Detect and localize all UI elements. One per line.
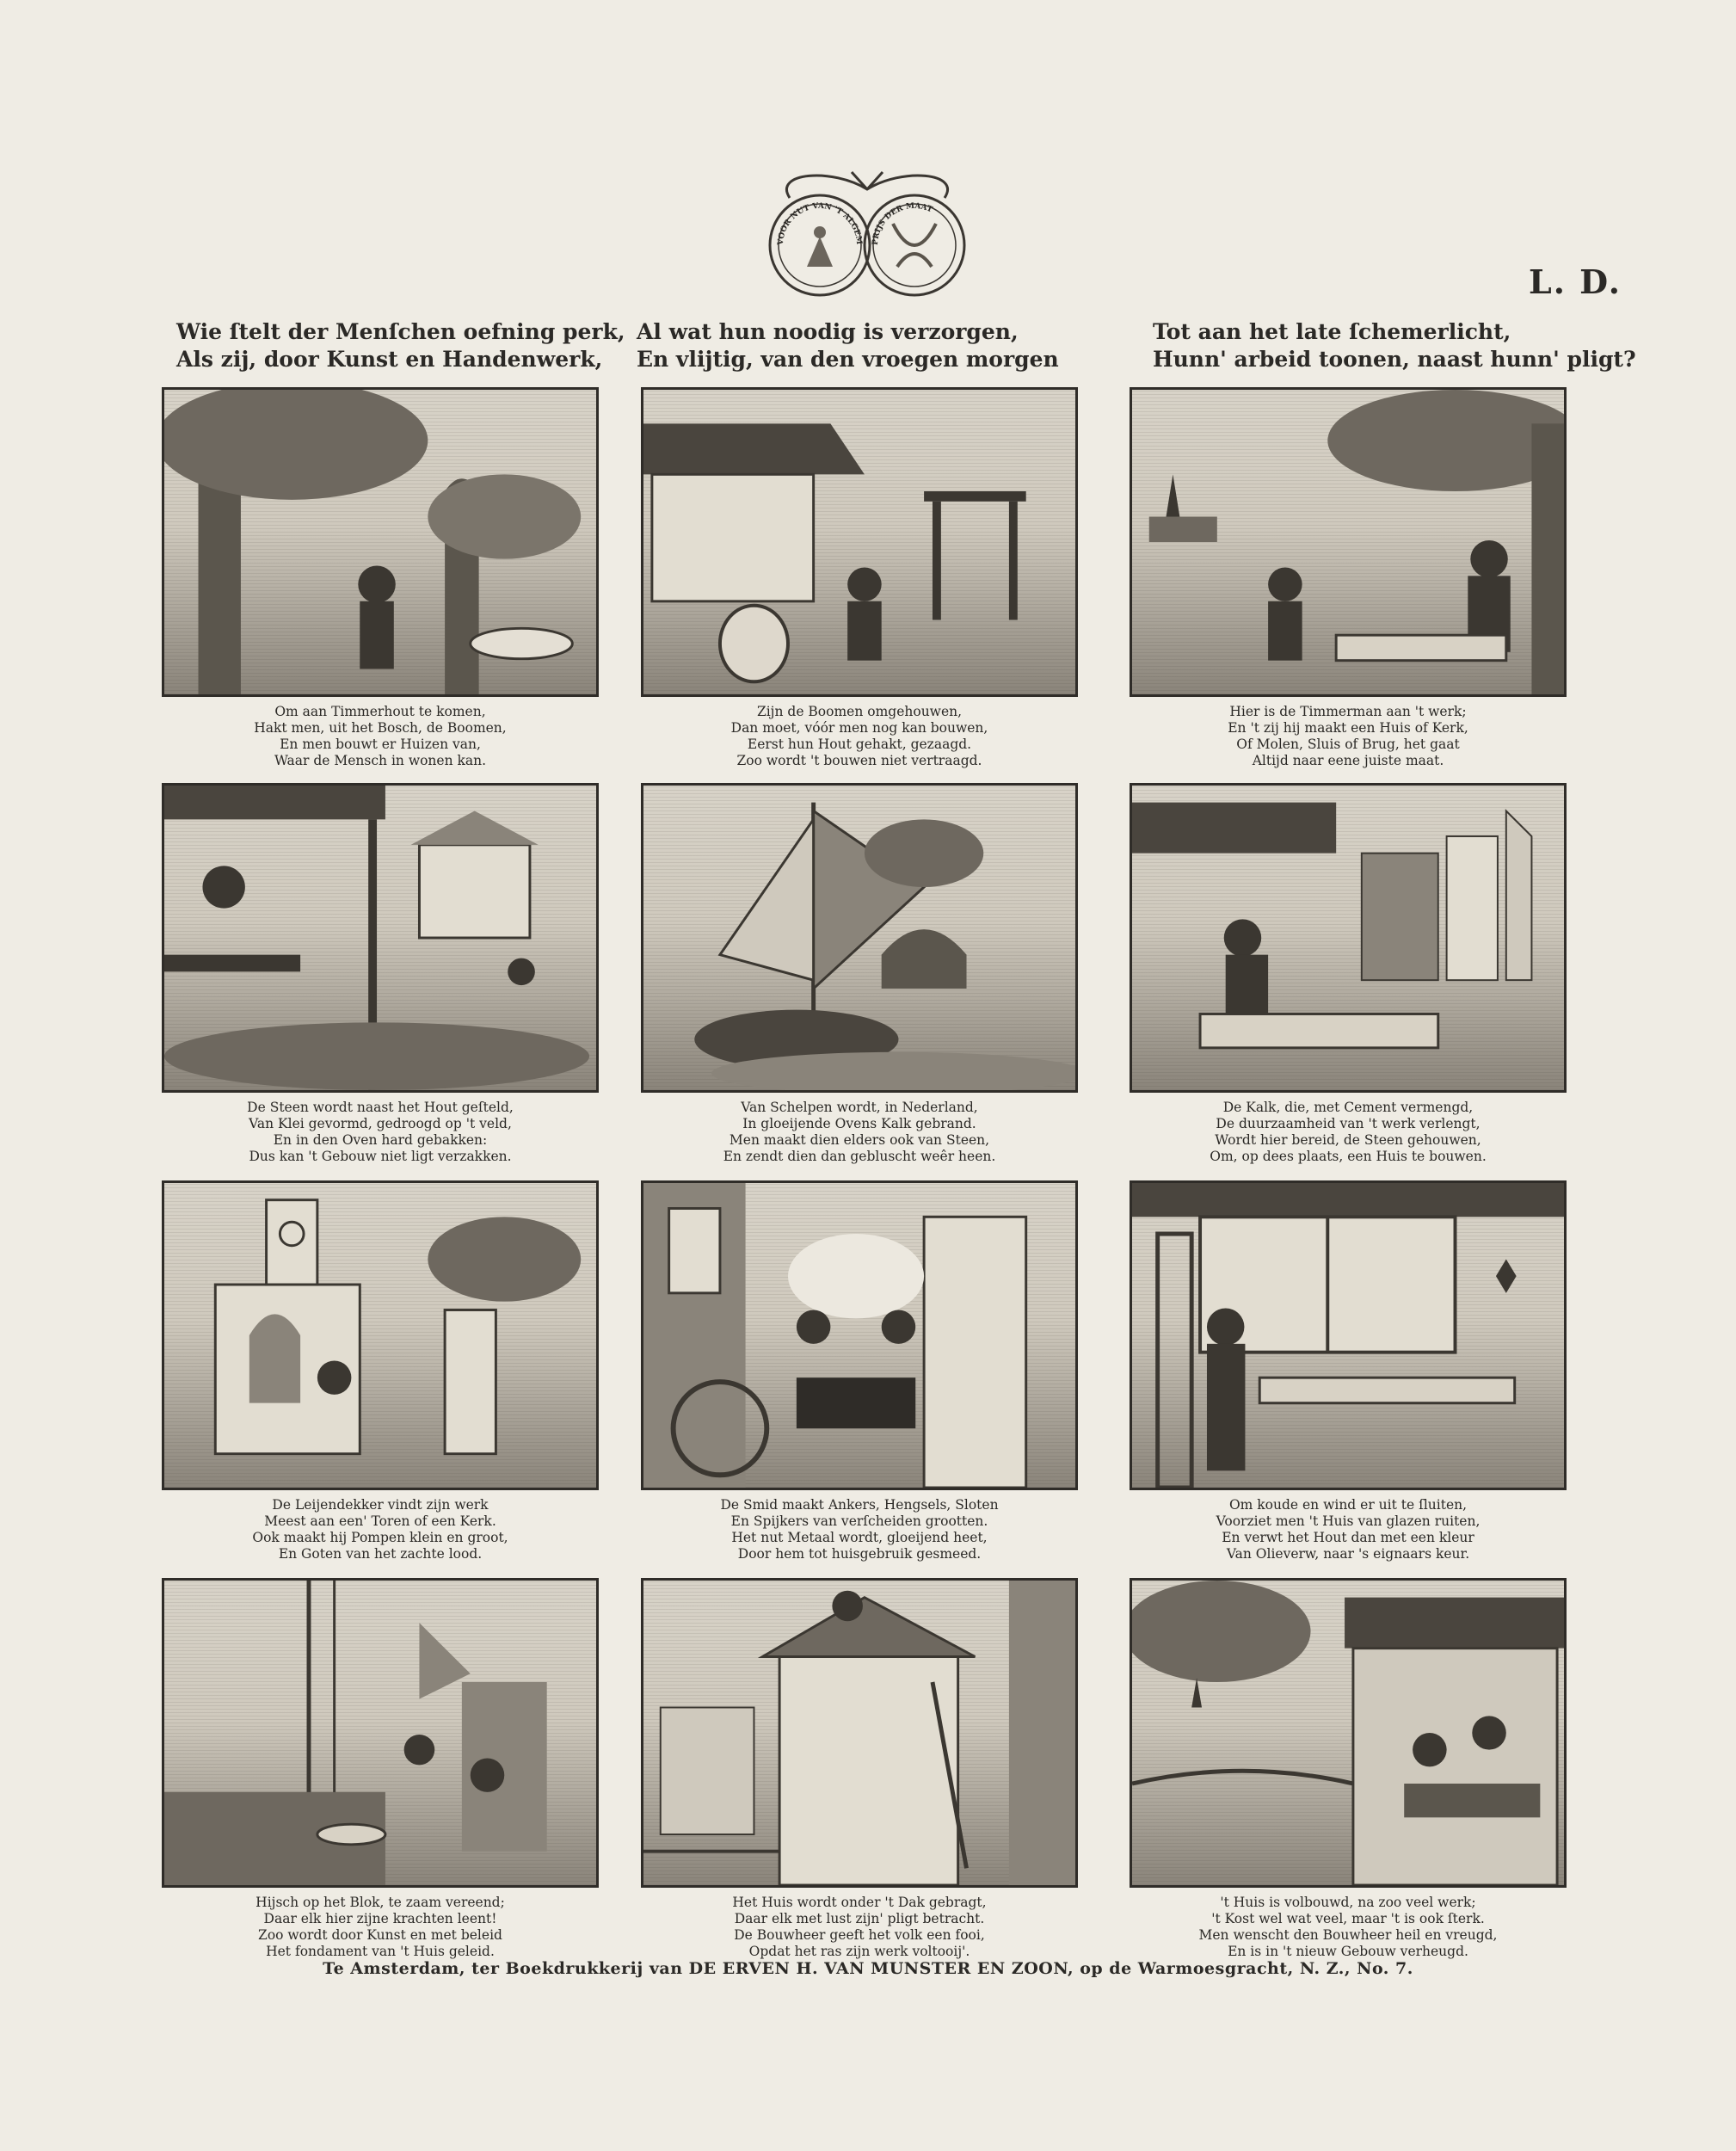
verse-line: En men bouwt er Huizen van,	[280, 737, 481, 752]
verse-line: Zoo wordt door Kunst en met beleid	[258, 1927, 502, 1943]
verse-line: Zoo wordt 't bouwen niet vertraagd.	[736, 753, 982, 768]
panel-verse	[1125, 704, 1571, 769]
header-verse-2	[637, 318, 1059, 373]
verse-line: Waar de Mensch in wonen kan.	[274, 753, 487, 768]
left-medal-text: VOOR NUT VAN 'T ALGEM	[776, 201, 864, 246]
foundation-scene	[162, 1578, 599, 1888]
verse-line: Opdat het ras zijn werk voltooij'.	[748, 1944, 970, 1959]
verse-line: Het fondament van 't Huis geleid.	[266, 1944, 495, 1959]
woodcut-illustration-icon	[643, 1581, 1075, 1885]
mason-scene	[1130, 783, 1567, 1093]
panel-verse	[637, 1497, 1082, 1562]
smithy-scene	[641, 1180, 1078, 1490]
verse-line: De Smid maakt Ankers, Hengsels, Sloten	[720, 1497, 999, 1513]
panel-verse	[157, 1497, 603, 1562]
verse-line: Om aan Timmerhout te komen,	[274, 704, 486, 719]
verse-line: Het Huis wordt onder 't Dak gebragt,	[732, 1895, 987, 1910]
verse-line: De Kalk, die, met Cement vermengd,	[1222, 1100, 1474, 1115]
woodcut-illustration-icon	[164, 1581, 596, 1885]
verse-line: De Leijendekker vindt zijn werk	[272, 1497, 489, 1513]
verse-line: Ook maakt hij Pompen klein en groot,	[252, 1530, 508, 1545]
verse-line: Van Klei gevormd, gedroogd op 't veld,	[249, 1116, 512, 1131]
carpenter-scene	[1130, 387, 1567, 697]
header-verse-2-line-1: Al wat hun noodig is verzorgen,	[637, 319, 1019, 344]
woodcut-illustration-icon	[164, 1183, 596, 1488]
roofing-scene	[641, 1578, 1078, 1888]
woodcut-illustration-icon	[1132, 1183, 1564, 1488]
verse-line: In gloeijende Ovens Kalk gebrand.	[742, 1116, 976, 1131]
woodcut-illustration-icon	[164, 390, 596, 694]
sawmill-scene	[641, 387, 1078, 697]
verse-line: Hijsch op het Blok, te zaam vereend;	[255, 1895, 505, 1910]
woodcut-illustration-icon	[643, 786, 1075, 1090]
verse-line: Daar elk hier zijne krachten leent!	[263, 1911, 497, 1926]
header-verse-1-line-2: Als zij, door Kunst en Handenwerk,	[176, 347, 603, 372]
panel-verse	[157, 704, 603, 769]
verse-line: Hakt men, uit het Bosch, de Boomen,	[254, 720, 507, 736]
verse-line: Dan moet, vóór men nog kan bouwen,	[730, 720, 988, 736]
verse-line: En is in 't nieuw Gebouw verheugd.	[1228, 1944, 1468, 1959]
verse-line: En in den Oven hard gebakken:	[273, 1132, 488, 1148]
verse-line: De duurzaamheid van 't werk verlengt,	[1216, 1116, 1481, 1131]
right-medal-text: PRIJS DER MAAT	[871, 201, 934, 246]
verse-line: Om, op dees plaats, een Huis te bouwen.	[1210, 1149, 1487, 1164]
verse-line: Van Schelpen wordt, in Nederland,	[741, 1100, 978, 1115]
verse-line: Om koude en wind er uit te ſluiten,	[1228, 1497, 1468, 1513]
woodcut-panel	[1125, 387, 1571, 769]
woodcut-panel	[157, 1180, 603, 1562]
verse-line: Altijd naar eene juiste maat.	[1252, 753, 1444, 768]
svg-text:VOOR NUT VAN 'T ALGEMEEN	[738, 163, 863, 246]
tree-felling-scene	[162, 387, 599, 697]
verse-line: Eerst hun Hout gehakt, gezaagd.	[747, 737, 972, 752]
verse-line: Dus kan 't Gebouw niet ligt verzakken.	[249, 1149, 512, 1164]
verse-line: Van Olieverw, naar 's eignaars keur.	[1226, 1546, 1470, 1562]
verse-line: Voorziet men 't Huis van glazen ruiten,	[1216, 1513, 1481, 1529]
woodcut-panel	[637, 1578, 1082, 1960]
emblem-medals	[738, 163, 996, 301]
verse-line: Of Molen, Sluis of Brug, het gaat	[1236, 737, 1460, 752]
lime-kiln-scene	[641, 783, 1078, 1093]
panel-verse	[157, 1895, 603, 1960]
header-verse-1-line-1: Wie ſtelt der Menſchen oefning perk,	[176, 319, 625, 344]
woodcut-panel	[637, 387, 1082, 769]
verse-line: Hier is de Timmerman aan 't werk;	[1229, 704, 1467, 719]
verse-line: 't Kost wel wat veel, maar 't is ook ſterk.	[1211, 1911, 1485, 1926]
panel-verse	[637, 1100, 1082, 1165]
verse-line: En zendt dien dan gebluscht weêr heen.	[723, 1149, 996, 1164]
verse-line: Zijn de Boomen omgehouwen,	[756, 704, 963, 719]
verse-line: Het nut Metaal wordt, gloeijend heet,	[731, 1530, 988, 1545]
woodcut-illustration-icon	[1132, 390, 1564, 694]
woodcut-panel	[1125, 1180, 1571, 1562]
panel-verse	[1125, 1895, 1571, 1960]
verse-line: En verwt het Hout dan met een kleur	[1222, 1530, 1474, 1545]
verse-line: En 't zij hij maakt een Huis of Kerk,	[1228, 720, 1468, 736]
glazier-scene	[1130, 1180, 1567, 1490]
woodcut-illustration-icon	[643, 1183, 1075, 1488]
woodcut-illustration-icon	[164, 786, 596, 1090]
woodcut-panel	[637, 1180, 1082, 1562]
verse-line: Meest aan een' Toren of een Kerk.	[264, 1513, 496, 1529]
header-verse-3	[1153, 318, 1636, 373]
header-verse-3-line-2: Hunn' arbeid toonen, naast hunn' pligt?	[1153, 347, 1636, 372]
panel-verse	[157, 1100, 603, 1165]
plumber-scene	[162, 1180, 599, 1490]
verse-line: En Spijkers van verſcheiden grootten.	[730, 1513, 988, 1529]
verse-line: Men wenscht den Bouwheer heil en vreugd,	[1198, 1927, 1498, 1943]
verse-line: 't Huis is volbouwd, na zoo veel werk;	[1220, 1895, 1476, 1910]
woodcut-illustration-icon	[643, 390, 1075, 694]
medal-ribbon-icon	[738, 163, 996, 301]
verse-line: De Bouwheer geeft het volk een fooi,	[734, 1927, 985, 1943]
header-verse-2-line-2: En vlijtig, van den vroegen morgen	[637, 347, 1059, 372]
woodcut-panel	[1125, 783, 1571, 1165]
header-verse-3-line-1: Tot aan het late ſchemerlicht,	[1153, 319, 1511, 344]
verse-line: Door hem tot huisgebruik gesmeed.	[737, 1546, 982, 1562]
woodcut-panel	[637, 783, 1082, 1165]
verse-line: Men maakt dien elders ook van Steen,	[729, 1132, 990, 1148]
printer-imprint: Te Amsterdam, ter Boekdrukkerij van DE ERVEN H. VAN MUNSTER EN ZOON, op de Warmoesgracht, N. Z., No. 7.	[323, 1959, 1413, 1978]
header-verse-1	[176, 318, 625, 373]
finished-house-scene	[1130, 1578, 1567, 1888]
panel-verse	[637, 1895, 1082, 1960]
brickworks-scene	[162, 783, 599, 1093]
panel-verse	[637, 704, 1082, 769]
series-mark: L. D.	[1529, 262, 1622, 301]
woodcut-illustration-icon	[1132, 1581, 1564, 1885]
woodcut-illustration-icon	[1132, 786, 1564, 1090]
woodcut-panel	[157, 1578, 603, 1960]
verse-line: Daar elk met lust zijn' pligt betracht.	[734, 1911, 985, 1926]
woodcut-panel	[157, 783, 603, 1165]
verse-line: En Goten van het zachte lood.	[278, 1546, 483, 1562]
woodcut-panel	[1125, 1578, 1571, 1960]
panel-verse	[1125, 1100, 1571, 1165]
verse-line: Wordt hier bereid, de Steen gehouwen,	[1215, 1132, 1481, 1148]
verse-line: De Steen wordt naast het Hout geſteld,	[247, 1100, 514, 1115]
woodcut-panel	[157, 387, 603, 769]
panel-verse	[1125, 1497, 1571, 1562]
